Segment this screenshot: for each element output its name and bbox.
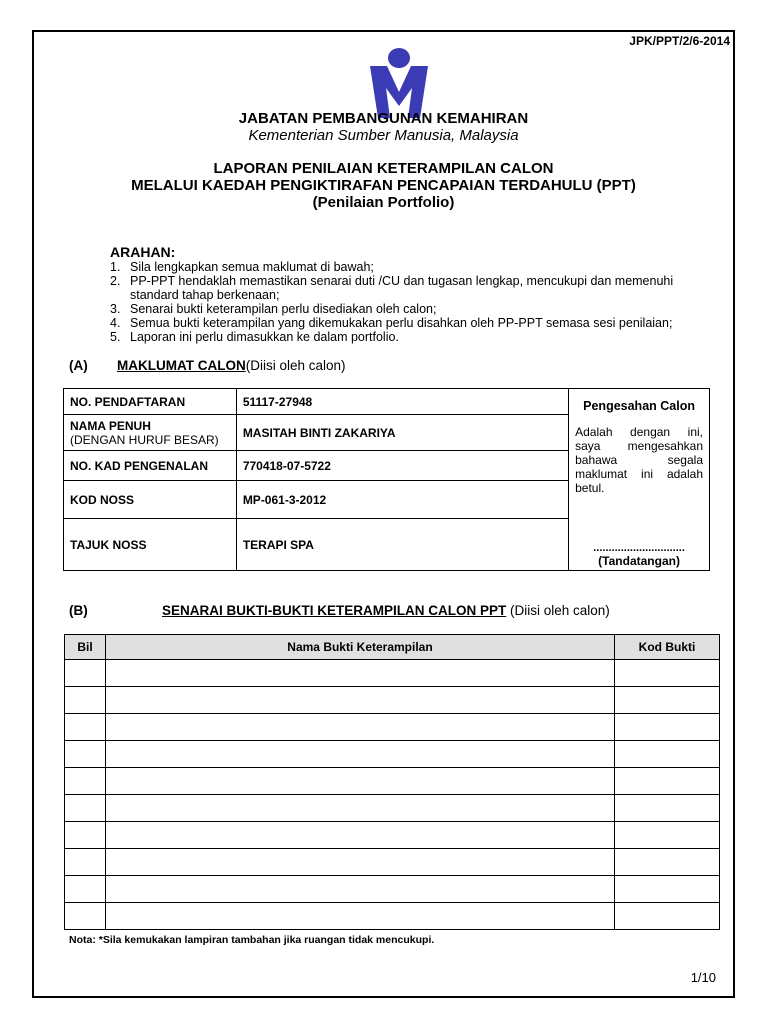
instruction-item: 3. Senarai bukti keterampilan perlu disediakan oleh calon; xyxy=(110,302,437,316)
evidence-bil-cell[interactable] xyxy=(65,849,106,876)
confirmation-text: Adalah dengan ini, saya mengesahkan bahawa segala maklumat ini adalah betul. xyxy=(575,425,703,495)
evidence-code-cell[interactable] xyxy=(615,903,720,930)
evidence-name-cell[interactable] xyxy=(106,687,615,714)
report-title-line3: (Penilaian Portfolio) xyxy=(312,194,455,211)
ministry-name: Kementerian Sumber Manusia, Malaysia xyxy=(248,127,519,144)
table-row xyxy=(65,876,720,903)
ic-number-field[interactable]: 770418-07-5722 xyxy=(236,451,568,481)
evidence-bil-cell[interactable] xyxy=(65,903,106,930)
table-row xyxy=(65,687,720,714)
evidence-code-cell[interactable] xyxy=(615,741,720,768)
registration-number-field[interactable]: 51117-27948 xyxy=(236,389,568,415)
section-a-title: MAKLUMAT CALON(Diisi oleh calon) xyxy=(117,358,346,373)
evidence-code-cell[interactable] xyxy=(615,876,720,903)
instruction-item: 1. Sila lengkapkan semua maklumat di bawah; xyxy=(110,260,374,274)
evidence-code-cell[interactable] xyxy=(615,849,720,876)
column-header-bil: Bil xyxy=(65,635,106,660)
table-row xyxy=(65,822,720,849)
document-code: JPK/PPT/2/6-2014 xyxy=(629,34,730,48)
report-title-line2: MELALUI KAEDAH PENGIKTIRAFAN PENCAPAIAN TERDAHULU (PPT) xyxy=(131,177,636,194)
evidence-bil-cell[interactable] xyxy=(65,876,106,903)
evidence-name-cell[interactable] xyxy=(106,768,615,795)
table-row xyxy=(65,660,720,687)
evidence-rows xyxy=(65,660,720,930)
field-label: NO. KAD PENGENALAN xyxy=(64,451,237,481)
instruction-item: 5. Laporan ini perlu dimasukkan ke dalam portfolio. xyxy=(110,330,399,344)
evidence-code-cell[interactable] xyxy=(615,768,720,795)
field-label: NO. PENDAFTARAN xyxy=(64,389,237,415)
evidence-name-cell[interactable] xyxy=(106,660,615,687)
field-label: KOD NOSS xyxy=(64,481,237,519)
section-b-letter: (B) xyxy=(69,603,88,618)
organization-name: JABATAN PEMBANGUNAN KEMAHIRAN xyxy=(238,110,529,127)
signature-line[interactable]: .............................. xyxy=(593,542,685,554)
evidence-bil-cell[interactable] xyxy=(65,687,106,714)
evidence-name-cell[interactable] xyxy=(106,849,615,876)
evidence-name-cell[interactable] xyxy=(106,714,615,741)
instruction-item: 4. Semua bukti keterampilan yang dikemukakan perlu disahkan oleh PP-PPT semasa sesi penilaian; xyxy=(110,316,673,330)
column-header-kod-bukti: Kod Bukti xyxy=(615,635,720,660)
instruction-item: 2. PP-PPT hendaklah memastikan senarai duti /CU dan tugasan lengkap, mencukupi dan memenuhi standard tahap berkenaan; xyxy=(110,274,674,302)
noss-code-field[interactable]: MP-061-3-2012 xyxy=(236,481,568,519)
candidate-confirmation-box xyxy=(569,389,710,571)
evidence-name-cell[interactable] xyxy=(106,822,615,849)
evidence-code-cell[interactable] xyxy=(615,687,720,714)
table-header-row xyxy=(65,635,720,660)
evidence-bil-cell[interactable] xyxy=(65,795,106,822)
noss-title-field[interactable]: TERAPI SPA xyxy=(236,519,568,571)
evidence-code-cell[interactable] xyxy=(615,795,720,822)
evidence-bil-cell[interactable] xyxy=(65,822,106,849)
evidence-table xyxy=(64,634,720,930)
confirmation-title: Pengesahan Calon xyxy=(583,399,695,413)
jpk-logo-icon xyxy=(368,44,430,120)
field-label: NAMA PENUH (DENGAN HURUF BESAR) xyxy=(64,415,237,451)
table-row xyxy=(65,903,720,930)
report-title-line1: LAPORAN PENILAIAN KETERAMPILAN CALON xyxy=(213,160,554,177)
table-row xyxy=(65,795,720,822)
column-header-nama-bukti: Nama Bukti Keterampilan xyxy=(106,635,615,660)
section-b-title: SENARAI BUKTI-BUKTI KETERAMPILAN CALON PPT (Diisi oleh calon) xyxy=(162,603,610,618)
evidence-bil-cell[interactable] xyxy=(65,714,106,741)
evidence-name-cell[interactable] xyxy=(106,876,615,903)
field-label: TAJUK NOSS xyxy=(64,519,237,571)
signature-label: (Tandatangan) xyxy=(598,554,680,568)
table-row xyxy=(65,768,720,795)
table-row xyxy=(65,849,720,876)
section-a-letter: (A) xyxy=(69,358,88,373)
instructions-list xyxy=(110,260,710,344)
footnote: Nota: *Sila kemukakan lampiran tambahan jika ruangan tidak mencukupi. xyxy=(69,934,435,946)
page-number: 1/10 xyxy=(690,970,716,985)
evidence-name-cell[interactable] xyxy=(106,795,615,822)
evidence-code-cell[interactable] xyxy=(615,822,720,849)
evidence-bil-cell[interactable] xyxy=(65,768,106,795)
table-row xyxy=(65,714,720,741)
instructions-heading: ARAHAN: xyxy=(110,244,176,260)
table-row xyxy=(64,389,710,415)
evidence-name-cell[interactable] xyxy=(106,903,615,930)
table-row xyxy=(65,741,720,768)
evidence-name-cell[interactable] xyxy=(106,741,615,768)
full-name-field[interactable]: MASITAH BINTI ZAKARIYA xyxy=(236,415,568,451)
evidence-code-cell[interactable] xyxy=(615,660,720,687)
evidence-bil-cell[interactable] xyxy=(65,741,106,768)
evidence-bil-cell[interactable] xyxy=(65,660,106,687)
candidate-info-table xyxy=(63,388,710,571)
evidence-code-cell[interactable] xyxy=(615,714,720,741)
